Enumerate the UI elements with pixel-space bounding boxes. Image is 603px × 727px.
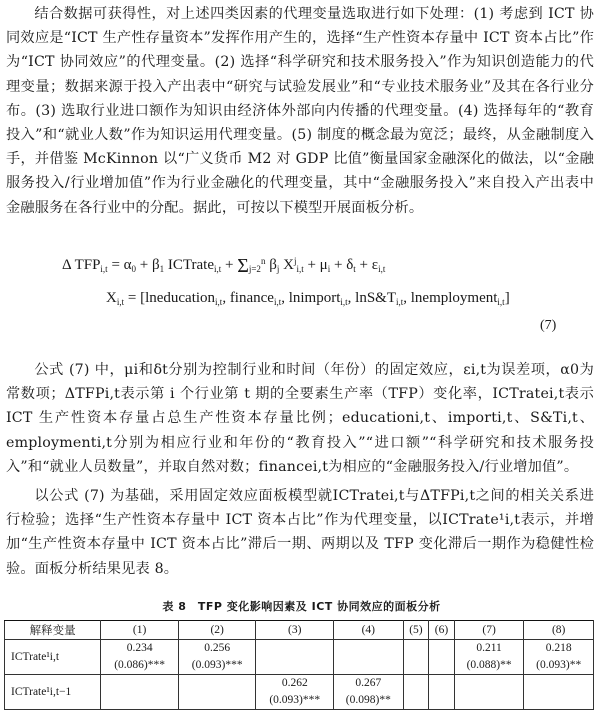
- paragraph-panel-analysis: 以公式 (7) 为基础，采用固定效应面板模型就ICTratei,t与ΔTFPi,t之间的相关关系进行检验；选择“生产性资本存量中 ICT 资本占比”作为代理变量，以ICTrate¹i,t表示，并增加“生产性资本存量中 ICT 资本占比”滞后一期、两期以及 TFP 变化滞后一期作为稳健性检验。面板分析结果见表 8。: [6, 488, 594, 577]
- table-cell: [403, 675, 429, 710]
- table-cell: 0.262 (0.093)***: [256, 675, 334, 710]
- row-variable: ICTrate¹i,t−1: [5, 675, 101, 710]
- header-col-1: (1): [101, 621, 179, 640]
- panel-analysis-table: [4, 620, 594, 710]
- row-variable: ICTrate¹i,t: [5, 640, 101, 675]
- header-col-7: (7): [454, 621, 524, 640]
- header-col-4: (4): [334, 621, 404, 640]
- table-cell: 0.234 (0.086)***: [101, 640, 179, 675]
- table-cell: [524, 675, 594, 710]
- table-row: [5, 675, 594, 710]
- table-row: [5, 640, 594, 675]
- table-header-row: [5, 621, 594, 640]
- header-variable: 解释变量: [5, 621, 101, 640]
- header-col-2: (2): [178, 621, 256, 640]
- table-cell: [429, 675, 455, 710]
- table-cell: [403, 640, 429, 675]
- table-cell: [454, 675, 524, 710]
- table-cell: [334, 640, 404, 675]
- table-cell: 0.211 (0.088)**: [454, 640, 524, 675]
- table-cell: 0.256 (0.093)***: [178, 640, 256, 675]
- header-col-6: (6): [429, 621, 455, 640]
- equation-number: (7): [540, 318, 557, 333]
- table-cell: [256, 640, 334, 675]
- header-col-8: (8): [524, 621, 594, 640]
- table-cell: 0.267 (0.098)**: [334, 675, 404, 710]
- table-cell: [101, 675, 179, 710]
- paragraph-variable-selection: 结合数据可获得性，对上述四类因素的代理变量选取进行如下处理：(1) 考虑到 ICT 协同效应是“ICT 生产性存量资本”发挥作用产生的，选择“生产性资本存量中 ICT 资本占比”作为“ICT 协同效应”的代理变量。(2) 选择“科学研究和技术服务投入”作为知识创造能力的代理变量；数据来源于投入产出表中“研究与试验发展业”和“专业技术服务业”及其在各行业分布。(3) 选取行业进口额作为知识由经济体外部向内传播的代理变量。(4) 选择每年的“教育投入”和“就业人数”作为知识运用代理变量。(5) 制度的概念最为宽泛；最终，从金融制度入手，并借鉴 McKinnon 以“广义货币 M2 对 GDP 比值”衡量国家金融深化的做法，以“金融服务投入/行业增加值”作为行业金融化的代理变量，其中“金融服务投入”来自投入产出表中金融服务在各行业中的分配。据此，可按以下模型开展面板分析。: [6, 6, 594, 216]
- header-col-3: (3): [256, 621, 334, 640]
- table-cell: [178, 675, 256, 710]
- header-col-5: (5): [403, 621, 429, 640]
- equation-line-1: Δ $TFP_{i,t} = \alpha_0 + \beta_1$ ICTrate$_{i,t}$ + $\Sigma_{j=2}^n$ $\beta_j$ $X^j_{i,t} + \mu_i + \delta_t + \varepsilon_{i,t}$: [62, 255, 386, 277]
- table-caption: 表 8 TFP 变化影响因素及 ICT 协同效应的面板分析: [162, 600, 441, 613]
- table-cell: [429, 640, 455, 675]
- equation-line-2: $X_{i,t}$ = [lneducation$_{i,t}$, finance$_{i,t}$, lnimport$_{i,t}$, $\ln S\&T_{i,t}$, lnemployment$_{i,t}$]: [106, 290, 510, 307]
- table-cell: 0.218 (0.093)**: [524, 640, 594, 675]
- paragraph-formula-explanation: 公式 (7) 中，μi和δt分别为控制行业和时间（年份）的固定效应，εi,t为误差项，α0为常数项；ΔTFPi,t表示第 i 个行业第 t 期的全要素生产率（TFP）变化率，ICTratei,t表示 ICT 生产性资本存量占总生产性资本存量比例；educationi,t、importi,t、S&Ti,t、employmenti,t分别为相应行业和年份的“教育投入”“进口额”“科学研究和技术服务投入”和“就业人员数量”，并取自然对数；financei,t为相应的“金融服务投入/行业增加值”。: [6, 362, 594, 475]
